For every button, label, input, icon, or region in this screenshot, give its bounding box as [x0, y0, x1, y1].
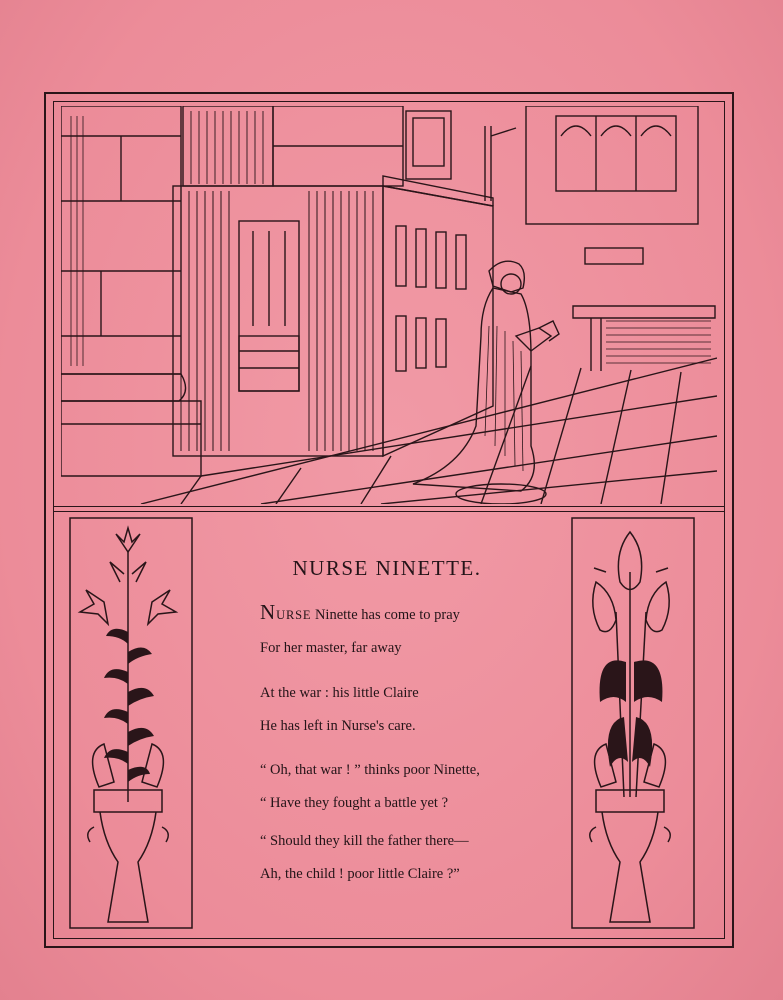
poem-block — [214, 512, 560, 939]
poem-line — [260, 596, 560, 632]
poem-line: “ Should they kill the father there— — [260, 833, 469, 849]
drop-cap: N — [260, 600, 277, 624]
left-ornament-panel — [64, 512, 204, 939]
church-bench — [573, 306, 715, 318]
right-ornament-panel — [566, 512, 706, 939]
poem-line: For her master, far away — [260, 640, 402, 656]
lily-vase-icon — [64, 512, 204, 939]
poem-title: NURSE NINETTE. — [292, 556, 482, 580]
poem-line: “ Have they fought a battle yet ? — [260, 795, 449, 811]
poem-line: Ah, the child ! poor little Claire ?” — [260, 866, 460, 882]
stanza-2 — [260, 677, 560, 743]
church-illustration — [61, 106, 717, 504]
arum-lily-vase-icon — [566, 512, 706, 939]
poem-line: “ Oh, that war ! ” thinks poor Ninette, — [260, 762, 480, 778]
stanza-1 — [260, 596, 560, 665]
first-line-text: Ninette has come to pray — [311, 607, 460, 623]
stained-glass-window — [526, 106, 698, 224]
poem-line: He has left in Nurse's care. — [260, 718, 416, 734]
stanza-3 — [260, 754, 560, 820]
poem-line: At the war : his little Claire — [260, 685, 419, 701]
kneeling-nurse — [413, 261, 559, 504]
church-scene-drawing — [61, 106, 717, 504]
small-caps-word: URSE — [276, 608, 312, 622]
stanza-4 — [260, 825, 560, 891]
